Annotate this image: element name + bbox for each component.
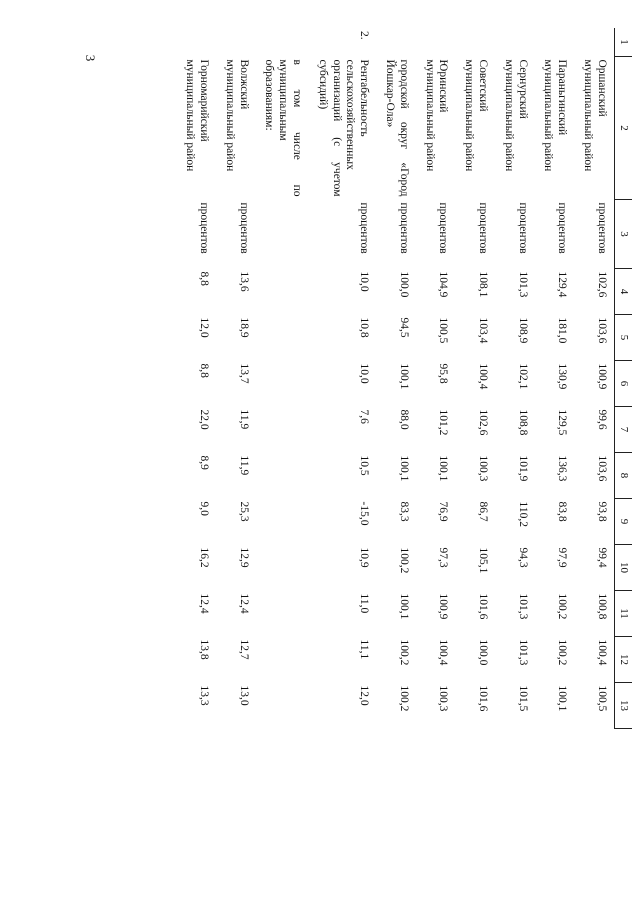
value-cell: 100,0: [477, 639, 490, 666]
value-cell: 13,3: [198, 685, 211, 706]
row-number: [256, 28, 309, 57]
value-cell: 76,9: [437, 501, 450, 522]
value-cell: 88,0: [397, 409, 410, 430]
indicator-name: [455, 57, 495, 200]
value-cell: 12,4: [237, 593, 250, 614]
value-cell: 100,3: [437, 685, 450, 712]
indicator-name-line: Параньгинский: [556, 59, 569, 136]
value-cell: 10,0: [358, 363, 371, 384]
indicator-name-line: муниципальный район: [223, 59, 236, 172]
unit-cell: процентов: [237, 202, 250, 254]
indicator-name: [495, 57, 535, 200]
table-row: [176, 28, 216, 729]
value-cell: 100,5: [437, 317, 450, 344]
row-number: [176, 28, 216, 57]
value-cell: 10,5: [358, 455, 371, 476]
indicator-name-line: Волжский: [237, 59, 250, 110]
value-cell: 25,3: [237, 501, 250, 522]
row-number: [455, 28, 495, 57]
header-cell: 11: [614, 591, 632, 637]
value-cell: 108,1: [477, 271, 490, 298]
value-cell: -15,0: [358, 501, 371, 526]
indicator-name-line: в том числе по муниципальным: [277, 59, 304, 197]
value-cell: 101,6: [477, 593, 490, 620]
value-cell: 83,8: [556, 501, 569, 522]
value-cell: [256, 269, 309, 315]
indicator-name: [216, 57, 256, 200]
indicator-name: [535, 57, 575, 200]
table-row: [376, 28, 416, 729]
table-row: [216, 28, 256, 729]
value-cell: 108,8: [516, 409, 529, 436]
indicator-name-line: Горномарийский: [198, 59, 211, 142]
value-cell: 16,2: [198, 547, 211, 568]
indicator-name-line: Сернурский: [516, 59, 529, 119]
value-cell: 100,5: [595, 685, 608, 712]
value-cell: 22,0: [198, 409, 211, 430]
header-cell: 12: [614, 637, 632, 683]
value-cell: 100,2: [556, 639, 569, 666]
value-cell: [256, 591, 309, 637]
indicator-name-line: образованиям:: [263, 59, 276, 131]
indicator-name-line: Советский: [477, 59, 490, 112]
unit-cell: [256, 200, 309, 269]
value-cell: 100,0: [397, 271, 410, 298]
indicator-name-line: Оршанский: [595, 59, 608, 117]
header-cell: 8: [614, 453, 632, 499]
value-cell: 83,3: [397, 501, 410, 522]
row-number: 2.: [358, 31, 371, 40]
value-cell: 130,9: [556, 363, 569, 390]
value-cell: 10,8: [358, 317, 371, 338]
indicator-name-line: муниципальный район: [463, 59, 476, 172]
value-cell: 101,9: [516, 455, 529, 482]
value-cell: 12,9: [237, 547, 250, 568]
value-cell: 12,0: [358, 685, 371, 706]
value-cell: 100,9: [595, 363, 608, 390]
value-cell: 100,4: [477, 363, 490, 390]
value-cell: 100,3: [477, 455, 490, 482]
header-cell: 9: [614, 499, 632, 545]
value-cell: 129,4: [556, 271, 569, 298]
value-cell: 110,2: [516, 501, 529, 527]
value-cell: 13,7: [237, 363, 250, 384]
value-cell: 102,6: [595, 271, 608, 298]
indicator-name-line: муниципальный район: [423, 59, 436, 172]
value-cell: 10,0: [358, 271, 371, 292]
value-cell: 11,0: [358, 593, 371, 614]
value-cell: 101,2: [437, 409, 450, 436]
value-cell: 8,8: [198, 363, 211, 378]
value-cell: 101,3: [516, 271, 529, 298]
value-cell: 100,2: [397, 547, 410, 574]
indicator-name-line: муниципальный район: [502, 59, 515, 172]
value-cell: 13,6: [237, 271, 250, 292]
unit-cell: процентов: [477, 202, 490, 254]
value-cell: 100,1: [397, 593, 410, 620]
header-row: [614, 28, 632, 729]
value-cell: 181,0: [556, 317, 569, 344]
value-cell: 101,3: [516, 639, 529, 666]
value-cell: 11,1: [358, 639, 371, 660]
table-row: [495, 28, 535, 729]
value-cell: 94,3: [516, 547, 529, 568]
indicator-name-line: муниципальный район: [184, 59, 197, 172]
table-row: [309, 28, 376, 729]
value-cell: [256, 637, 309, 683]
unit-cell: процентов: [437, 202, 450, 254]
table-row: [535, 28, 575, 729]
header-cell: 5: [614, 315, 632, 361]
value-cell: 99,6: [595, 409, 608, 430]
value-cell: 100,4: [595, 639, 608, 666]
value-cell: 101,5: [516, 685, 529, 712]
table-row: [574, 28, 614, 729]
value-cell: 93,8: [595, 501, 608, 522]
value-cell: 13,8: [198, 639, 211, 660]
value-cell: 103,4: [477, 317, 490, 344]
row-number: [495, 28, 535, 57]
unit-cell: процентов: [198, 202, 211, 254]
row-number: [416, 28, 456, 57]
value-cell: 100,1: [397, 455, 410, 482]
header-cell: 2: [614, 57, 632, 200]
indicator-name: [416, 57, 456, 200]
row-number: [216, 28, 256, 57]
value-cell: 10,9: [358, 547, 371, 568]
indicator-name-line: городской округ «Город: [397, 59, 410, 197]
header-cell: 10: [614, 545, 632, 591]
row-number: [574, 28, 614, 57]
page-number: 3: [83, 54, 98, 62]
value-cell: 9,0: [198, 501, 211, 516]
unit-cell: процентов: [556, 202, 569, 254]
value-cell: 97,9: [556, 547, 569, 568]
value-cell: 108,9: [516, 317, 529, 344]
indicator-name-line: Йошкар-Ола»: [384, 59, 397, 128]
indicator-name-line: сельскохозяйственных: [344, 59, 357, 170]
value-cell: 7,6: [358, 409, 371, 424]
value-cell: [256, 407, 309, 453]
indicator-name-line: субсидий): [316, 59, 329, 110]
indicator-name: [309, 57, 376, 200]
unit-cell: процентов: [397, 202, 410, 254]
header-cell: 4: [614, 269, 632, 315]
value-cell: 11,9: [237, 455, 250, 476]
value-cell: 100,1: [556, 685, 569, 712]
value-cell: 94,5: [397, 317, 410, 338]
unit-cell: процентов: [595, 202, 608, 254]
value-cell: 104,9: [437, 271, 450, 298]
value-cell: [256, 315, 309, 361]
value-cell: 100,2: [397, 639, 410, 666]
value-cell: 99,4: [595, 547, 608, 568]
table-row: [256, 28, 309, 729]
value-cell: 100,9: [437, 593, 450, 620]
indicator-name-line: организаций (с учетом: [330, 59, 343, 197]
indicator-name: [376, 57, 416, 200]
indicator-name-line: Рентабельность: [358, 59, 371, 137]
value-cell: 18,9: [237, 317, 250, 338]
unit-cell: процентов: [358, 202, 371, 254]
value-cell: [256, 453, 309, 499]
table-row: [416, 28, 456, 729]
header-cell: 1: [614, 28, 632, 57]
value-cell: 97,3: [437, 547, 450, 568]
value-cell: 86,7: [477, 501, 490, 522]
header-cell: 3: [614, 200, 632, 269]
header-cell: 13: [614, 683, 632, 729]
value-cell: 102,1: [516, 363, 529, 390]
table-row: [455, 28, 495, 729]
value-cell: [256, 499, 309, 545]
indicator-name-line: муниципальный район: [582, 59, 595, 172]
value-cell: 100,2: [397, 685, 410, 712]
value-cell: 100,4: [437, 639, 450, 666]
value-cell: 136,3: [556, 455, 569, 482]
row-number: [376, 28, 416, 57]
value-cell: [256, 361, 309, 407]
value-cell: [256, 545, 309, 591]
value-cell: 100,8: [595, 593, 608, 620]
indicators-table: [176, 28, 632, 729]
value-cell: 11,9: [237, 409, 250, 430]
value-cell: 8,9: [198, 455, 211, 470]
value-cell: 12,0: [198, 317, 211, 338]
value-cell: [256, 683, 309, 729]
value-cell: 12,4: [198, 593, 211, 614]
value-cell: 95,8: [437, 363, 450, 384]
value-cell: 13,0: [237, 685, 250, 706]
value-cell: 102,6: [477, 409, 490, 436]
value-cell: 12,7: [237, 639, 250, 660]
indicator-name-line: муниципальный район: [542, 59, 555, 172]
value-cell: 103,6: [595, 455, 608, 482]
value-cell: 129,5: [556, 409, 569, 436]
rotated-page: [100, 0, 640, 860]
unit-cell: процентов: [516, 202, 529, 254]
value-cell: 100,1: [397, 363, 410, 390]
value-cell: 101,6: [477, 685, 490, 712]
header-cell: 6: [614, 361, 632, 407]
value-cell: 100,2: [556, 593, 569, 620]
indicator-name-line: Юринский: [437, 59, 450, 113]
indicator-name: [176, 57, 216, 200]
row-number: [535, 28, 575, 57]
value-cell: 100,1: [437, 455, 450, 482]
indicator-name: [256, 57, 309, 200]
value-cell: 105,1: [477, 547, 490, 574]
value-cell: 101,3: [516, 593, 529, 620]
value-cell: 103,6: [595, 317, 608, 344]
header-cell: 7: [614, 407, 632, 453]
value-cell: 8,8: [198, 271, 211, 286]
indicator-name: [574, 57, 614, 200]
